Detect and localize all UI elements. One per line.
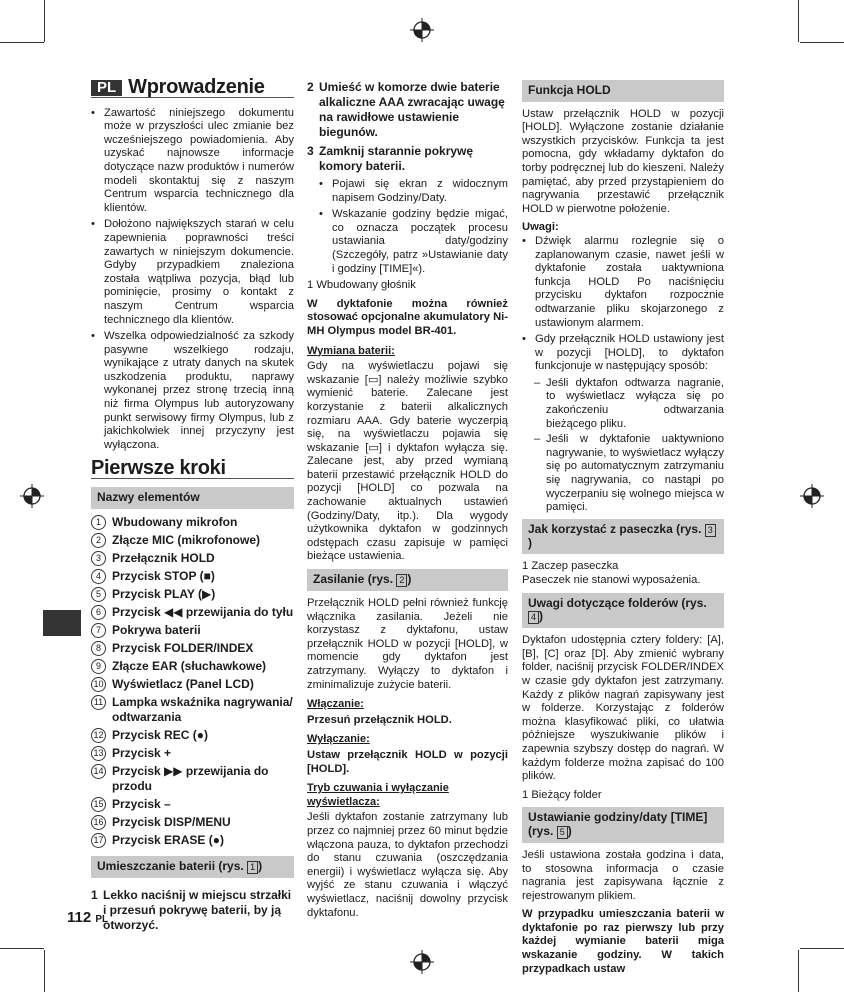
step-text: Zamknij starannie pokrywę komory baterii. (319, 144, 474, 173)
crop-mark (0, 948, 44, 949)
bar-label: Zasilanie (rys. (313, 572, 394, 587)
list-item (91, 605, 294, 620)
crop-mark (44, 950, 45, 992)
item-label: Przycisk ◀◀ przewijania do tyłu (112, 604, 294, 619)
list-item: • Wszelka odpowiedzialność za szkody pasywne wszelkiego rodzaju, wynikające z utraty danych na skutek uszkodzenia produktu, naprawy wykonanej przez stronę trzecią inną niż firma Olympus lub autoryzowany punkt serwisowy firmy Olympus, lub z jakichkolwiek innej przyczyny jest wyłączona. (91, 330, 294, 452)
item-label: Wyświetlacz (Panel LCD) (112, 676, 254, 691)
list-item (91, 533, 294, 548)
item-label: Przycisk REC (●) (112, 727, 208, 742)
notes-heading: Uwagi: (522, 221, 559, 234)
item-number: 4 (91, 569, 106, 584)
item-number: 13 (91, 746, 106, 761)
item-number: 16 (91, 815, 106, 830)
item-number: 8 (91, 641, 106, 656)
item-label: Przycisk STOP (■) (112, 568, 215, 583)
figure-number: 4 (528, 611, 539, 624)
step-text: Umieść w komorze dwie baterie alkaliczne AAA zwracając uwagę na rawidłowe ustawienie biegunów. (319, 80, 505, 139)
section-title: Pierwsze kroki (91, 462, 294, 479)
list-item (91, 515, 294, 530)
intro-bullet-list (91, 107, 294, 453)
list-item (91, 815, 294, 830)
page-language: PL (95, 914, 109, 925)
item-label: Lampka wskaźnika nagrywania/ odtwarzania (112, 694, 293, 724)
step-3-bullet-list (319, 178, 508, 276)
item-label: Wbudowany mikrofon (112, 514, 238, 529)
crop-mark (800, 42, 844, 43)
step-3 (307, 144, 508, 174)
item-number: 10 (91, 677, 106, 692)
standby-text: Jeśli dyktafon zostanie zatrzymany lub przez co najmniej przez 60 minut będzie włączona pauza, to dyktafon przechodzi do stanu czuwania (oszczędzania energii) i wyświetlacz wyłącza się. Aby wyjść ze stanu czuwania i włączyć wyświetlacz, naciśnij dowolny przycisk dyktafonu. (307, 811, 508, 919)
step-number: 1 (91, 887, 98, 902)
speaker-note: 1 Wbudowany głośnik (307, 279, 416, 292)
folders-item: 1 Bieżący folder (522, 788, 602, 801)
step-number: 3 (307, 144, 314, 158)
list-item (91, 659, 294, 674)
item-label: Przycisk ERASE (●) (112, 832, 224, 847)
hold-behaviour-list (534, 377, 724, 515)
bar-label: Uwagi dotyczące folderów (rys. (528, 595, 707, 610)
list-item (91, 746, 294, 761)
item-label: Przycisk + (112, 745, 172, 760)
page-footer (67, 909, 108, 926)
item-label: Przycisk FOLDER/INDEX (112, 640, 254, 655)
list-item (91, 764, 294, 794)
on-text: Przesuń przełącznik HOLD. (307, 713, 452, 726)
standby-heading: Tryb czuwania i wyłączanie wyświetlacza: (307, 782, 449, 808)
crop-mark (0, 42, 44, 43)
item-label: Przełącznik HOLD (112, 550, 215, 565)
crop-mark (798, 0, 799, 42)
step-text: Lekko naciśnij w miejscu strzałki i przesuń pokrywę baterii, by ją otworzyć. (103, 887, 292, 932)
item-number: 11 (91, 695, 106, 710)
figure-number: 2 (396, 574, 407, 587)
hold-text: Ustaw przełącznik HOLD w pozycji [HOLD]. Wyłączone zostanie działanie wszystkich przycisków. Funkcja ta jest pomocna, gdy wkładamy dyktafon do torby podręcznej lub do kieszeni. Należy pamiętać, aby przed przystąpieniem do nagrywania przestawić przełącznik HOLD w pierwotne położenie. (522, 107, 724, 215)
on-heading: Włączanie: (307, 698, 364, 711)
list-item: • Pojawi się ekran z widocznym napisem Godziny/Daty. (319, 178, 508, 205)
item-number: 14 (91, 764, 106, 779)
item-number: 5 (91, 587, 106, 602)
nimh-note: W dyktafonie można również stosować opcjonalne akumulatory Ni-MH Olympus model BR-401. (307, 297, 508, 337)
item-label: Przycisk – (112, 796, 171, 811)
time-bold-text: W przypadku umieszczania baterii w dyktafonie po raz pierwszy lub przy każdej wymianie baterii miga wskazanie godziny. W takich przypadkach ustaw (522, 908, 724, 975)
bar-label: Umieszczanie baterii (rys. (97, 858, 244, 873)
item-number: 3 (91, 551, 106, 566)
list-item (91, 569, 294, 584)
list-item (91, 677, 294, 692)
folders-text: Dyktafon udostępnia cztery foldery: [A], [B], [C] oraz [D]. Aby zmienić wybrany folder, naciśnij przycisk FOLDER/INDEX w czasie gdy dyktafon jest zatrzymany. Każdy z plików nagrań zapisywany jest w folderze. Korzystając z folderów można klasyfikować pliki, co ułatwia późniejsze wyszukiwanie plików i zapewnia szybszy dostęp do nagrań. W każdym folderze można zapisać do 100 plików. (522, 634, 724, 783)
item-label: Złącze EAR (słuchawkowe) (112, 658, 267, 673)
time-heading-bar: Ustawianie godziny/daty [TIME] (rys. 5 ) (522, 807, 724, 843)
language-side-tab (43, 610, 81, 636)
list-item (91, 797, 294, 812)
figure-number: 3 (705, 524, 716, 537)
crop-mark (798, 950, 799, 992)
item-label: Pokrywa baterii (112, 622, 201, 637)
strap-item: 1 Zaczep paseczka (522, 560, 619, 573)
language-badge: PL (91, 80, 122, 96)
list-item (91, 728, 294, 743)
folders-heading-bar: Uwagi dotyczące folderów (rys. 4 ) (522, 593, 724, 629)
step-2 (307, 80, 508, 140)
column-right (522, 80, 724, 981)
list-item: • Zawartość niniejszego dokumentu może w przyszłości ulec zmianie bez wcześniejszego powiadomienia. Aby uzyskać najnowsze informacje dotyczące nazw produktów i numerów modeli skontaktuj się z naszym Centrum wsparcia technicznego dla klientów. (91, 107, 294, 216)
parts-heading-bar: Nazwy elementów (91, 487, 294, 509)
item-number: 17 (91, 833, 106, 848)
off-heading: Wyłączanie: (307, 733, 370, 746)
list-item (91, 695, 294, 725)
notes-list (522, 235, 724, 374)
battery-swap-text: Gdy na wyświetlaczu pojawi się wskazanie [▭] należy możliwie szybko wymienić baterie. Zalecane jest korzystanie z baterii alkalicznych rozmiaru AAA. Gdy baterie wyczerpią się, na wyświetlaczu pojawia się wskazanie [▭] i dyktafon wyłącza się. Zalecane jest, aby przed wymianą baterii przestawić przełącznik HOLD do pozycji [HOLD] co pozwala na zachowanie aktualnych ustawień (Godziny/Daty, itp.). Dla wygody użytkownika dyktafon w godzinnych odstępach czasu zapisuje w pamięci bieżące ustawienia. (307, 360, 508, 563)
item-number: 6 (91, 605, 106, 620)
step-1 (91, 888, 294, 933)
list-item: – Jeśli dyktafon odtwarza nagranie, to wyświetlacz wyłącza się po zakończeniu odtwarzania bieżącego pliku. (534, 377, 724, 431)
bar-label: Jak korzystać z paseczka (rys. (528, 521, 702, 536)
list-item: • Dźwięk alarmu rozlegnie się o zaplanowanym czasie, nawet jeśli w dyktafonie została uaktywniona funkcja HOLD Po naciśnięciu przycisku dyktafon rozpocznie odtwarzanie pliku skojarzonego z ustawionym alarmem. (522, 235, 724, 330)
registration-mark-icon (410, 950, 434, 974)
list-item (91, 587, 294, 602)
list-item: • Dołożono największych starań w celu zapewnienia poprawności treści zawartych w niniejszym dokumencie. Gdyby przypadkiem znaleziona została wątpliwa pozycja, błąd lub pominięcie, prosimy o kontakt z naszym Centrum wsparcia technicznego dla klientów. (91, 218, 294, 327)
item-number: 9 (91, 659, 106, 674)
registration-mark-icon (20, 484, 44, 508)
item-label: Przycisk DISP/MENU (112, 814, 231, 829)
item-label: Przycisk ▶▶ przewijania do przodu (112, 763, 269, 793)
strap-heading-bar: Jak korzystać z paseczka (rys. 3) (522, 519, 724, 555)
battery-heading-bar: Umieszczanie baterii (rys. 1 ) (91, 856, 294, 878)
hold-heading-bar: Funkcja HOLD (522, 80, 724, 102)
off-text: Ustaw przełącznik HOLD w pozycji [HOLD]. (307, 748, 508, 775)
item-label: Przycisk PLAY (▶) (112, 586, 216, 601)
bar-label: Ustawianie godziny/daty [TIME] (rys. (528, 810, 708, 838)
power-heading-bar: Zasilanie (rys. 2 ) (307, 569, 508, 591)
step-number: 2 (307, 80, 314, 94)
item-number: 15 (91, 797, 106, 812)
list-item: • Wskazanie godziny będzie migać, co oznacza początek procesu ustawiania daty/godziny (Szczegóły, patrz »Ustawianie daty i godziny [TIME]«). (319, 208, 508, 276)
time-text: Jeśli ustawiona została godzina i data, to stosowna informacja o czasie nagrania jest zapisywana łącznie z rejestrowanym plikiem. (522, 848, 724, 902)
intro-title: Wprowadzenie (128, 76, 265, 98)
registration-mark-icon (410, 18, 434, 42)
registration-mark-icon (800, 484, 824, 508)
list-item (91, 833, 294, 848)
column-left (91, 76, 294, 937)
figure-number: 5 (557, 826, 568, 839)
item-number: 1 (91, 515, 106, 530)
list-item (91, 641, 294, 656)
list-item (91, 551, 294, 566)
parts-list (91, 515, 294, 848)
page-number: 112 (67, 909, 92, 926)
crop-mark (800, 948, 844, 949)
battery-swap-heading: Wymiana baterii: (307, 344, 395, 357)
item-label: Złącze MIC (mikrofonowe) (112, 532, 261, 547)
power-text: Przełącznik HOLD pełni również funkcję włącznika zasilania. Jeżeli nie korzystasz z dyktafonu, ustaw przełącznik HOLD w pozycji [HOLD], w momencie gdy dyktafon jest zatrzymany. Wyłączy to dyktafon i zminimalizuje zużycie baterii. (307, 597, 508, 691)
strap-note: Paseczek nie stanowi wyposażenia. (522, 574, 701, 586)
item-number: 7 (91, 623, 106, 638)
item-number: 2 (91, 533, 106, 548)
column-middle (307, 80, 508, 925)
list-item: • Gdy przełącznik HOLD ustawiony jest w pozycji [HOLD], to dyktafon funkcjonuje w następujący sposób: (522, 333, 724, 374)
figure-number: 1 (247, 861, 258, 874)
intro-title-row (91, 76, 294, 98)
crop-mark (44, 0, 45, 42)
list-item (91, 623, 294, 638)
list-item: – Jeśli w dyktafonie uaktywniono nagrywanie, to wyświetlacz wyłączy się po automatycznym zatrzymaniu się nagrywania, co nastąpi po wyczerpaniu się wolnego miejsca w pamięci. (534, 433, 724, 515)
item-number: 12 (91, 728, 106, 743)
